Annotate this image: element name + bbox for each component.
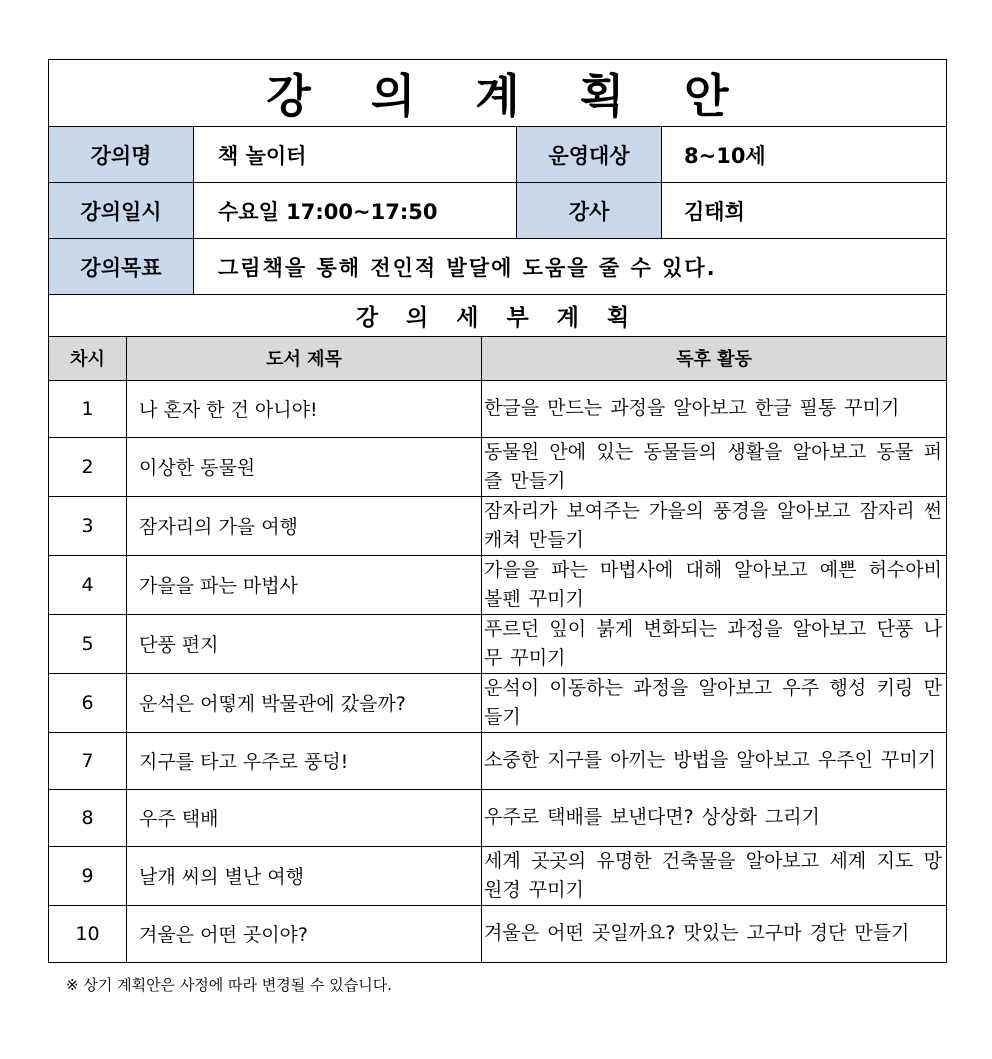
schedule-label: 강의일시 (49, 183, 194, 239)
session-number: 3 (49, 496, 127, 555)
target-value: 8~10세 (662, 127, 947, 183)
table-row (49, 905, 947, 962)
footnote: ※ 상기 계획안은 사정에 따라 변경될 수 있습니다. (66, 976, 393, 994)
session-number: 2 (49, 437, 127, 496)
book-title: 겨울은 어떤 곳이야? (127, 905, 482, 962)
book-title: 우주 택배 (127, 789, 482, 846)
activity-description: 운석이 이동하는 과정을 알아보고 우주 행성 키링 만들기 (482, 673, 947, 732)
course-name-value: 책 놀이터 (194, 127, 517, 183)
instructor-value: 김태희 (662, 183, 947, 239)
session-number: 8 (49, 789, 127, 846)
book-title: 지구를 타고 우주로 풍덩! (127, 732, 482, 789)
book-title: 잠자리의 가을 여행 (127, 496, 482, 555)
goal-label: 강의목표 (49, 239, 194, 295)
session-number: 10 (49, 905, 127, 962)
table-row (49, 789, 947, 846)
activity-description: 우주로 택배를 보낸다면? 상상화 그리기 (482, 789, 947, 846)
table-row (49, 614, 947, 673)
activity-description: 겨울은 어떤 곳일까요? 맛있는 고구마 경단 만들기 (482, 905, 947, 962)
table-row (49, 732, 947, 789)
session-number: 5 (49, 614, 127, 673)
course-name-label: 강의명 (49, 127, 194, 183)
detail-plan-title: 강 의 세 부 계 획 (49, 295, 947, 337)
table-row (49, 673, 947, 732)
session-number: 9 (49, 846, 127, 905)
table-row (49, 437, 947, 496)
lecture-info-table (48, 59, 947, 337)
lecture-plan-sheet (48, 59, 946, 963)
book-title: 운석은 어떻게 박물관에 갔을까? (127, 673, 482, 732)
book-title: 단풍 편지 (127, 614, 482, 673)
activity-description: 세계 곳곳의 유명한 건축물을 알아보고 세계 지도 망원경 꾸미기 (482, 846, 947, 905)
table-row (49, 555, 947, 614)
session-number: 6 (49, 673, 127, 732)
session-number: 1 (49, 380, 127, 437)
detail-plan-table (48, 336, 947, 963)
activity-description: 소중한 지구를 아끼는 방법을 알아보고 우주인 꾸미기 (482, 732, 947, 789)
session-number: 7 (49, 732, 127, 789)
activity-description: 한글을 만드는 과정을 알아보고 한글 필통 꾸미기 (482, 380, 947, 437)
schedule-value: 수요일 17:00~17:50 (194, 183, 517, 239)
detail-rows (49, 380, 947, 962)
book-title: 가을을 파는 마법사 (127, 555, 482, 614)
goal-value: 그림책을 통해 전인적 발달에 도움을 줄 수 있다. (194, 239, 947, 295)
instructor-label: 강사 (517, 183, 662, 239)
book-column-header: 도서 제목 (127, 336, 482, 380)
book-title: 나 혼자 한 건 아니야! (127, 380, 482, 437)
activity-description: 가을을 파는 마법사에 대해 알아보고 예쁜 허수아비 볼펜 꾸미기 (482, 555, 947, 614)
activity-column-header: 독후 활동 (482, 336, 947, 380)
table-row (49, 496, 947, 555)
target-label: 운영대상 (517, 127, 662, 183)
book-title: 날개 씨의 별난 여행 (127, 846, 482, 905)
activity-description: 동물원 안에 있는 동물들의 생활을 알아보고 동물 퍼즐 만들기 (482, 437, 947, 496)
session-column-header: 차시 (49, 336, 127, 380)
activity-description: 잠자리가 보여주는 가을의 풍경을 알아보고 잠자리 썬캐쳐 만들기 (482, 496, 947, 555)
activity-description: 푸르던 잎이 붉게 변화되는 과정을 알아보고 단풍 나무 꾸미기 (482, 614, 947, 673)
table-row (49, 380, 947, 437)
book-title: 이상한 동물원 (127, 437, 482, 496)
session-number: 4 (49, 555, 127, 614)
table-row (49, 846, 947, 905)
page-title: 강 의 계 획 안 (49, 60, 947, 127)
